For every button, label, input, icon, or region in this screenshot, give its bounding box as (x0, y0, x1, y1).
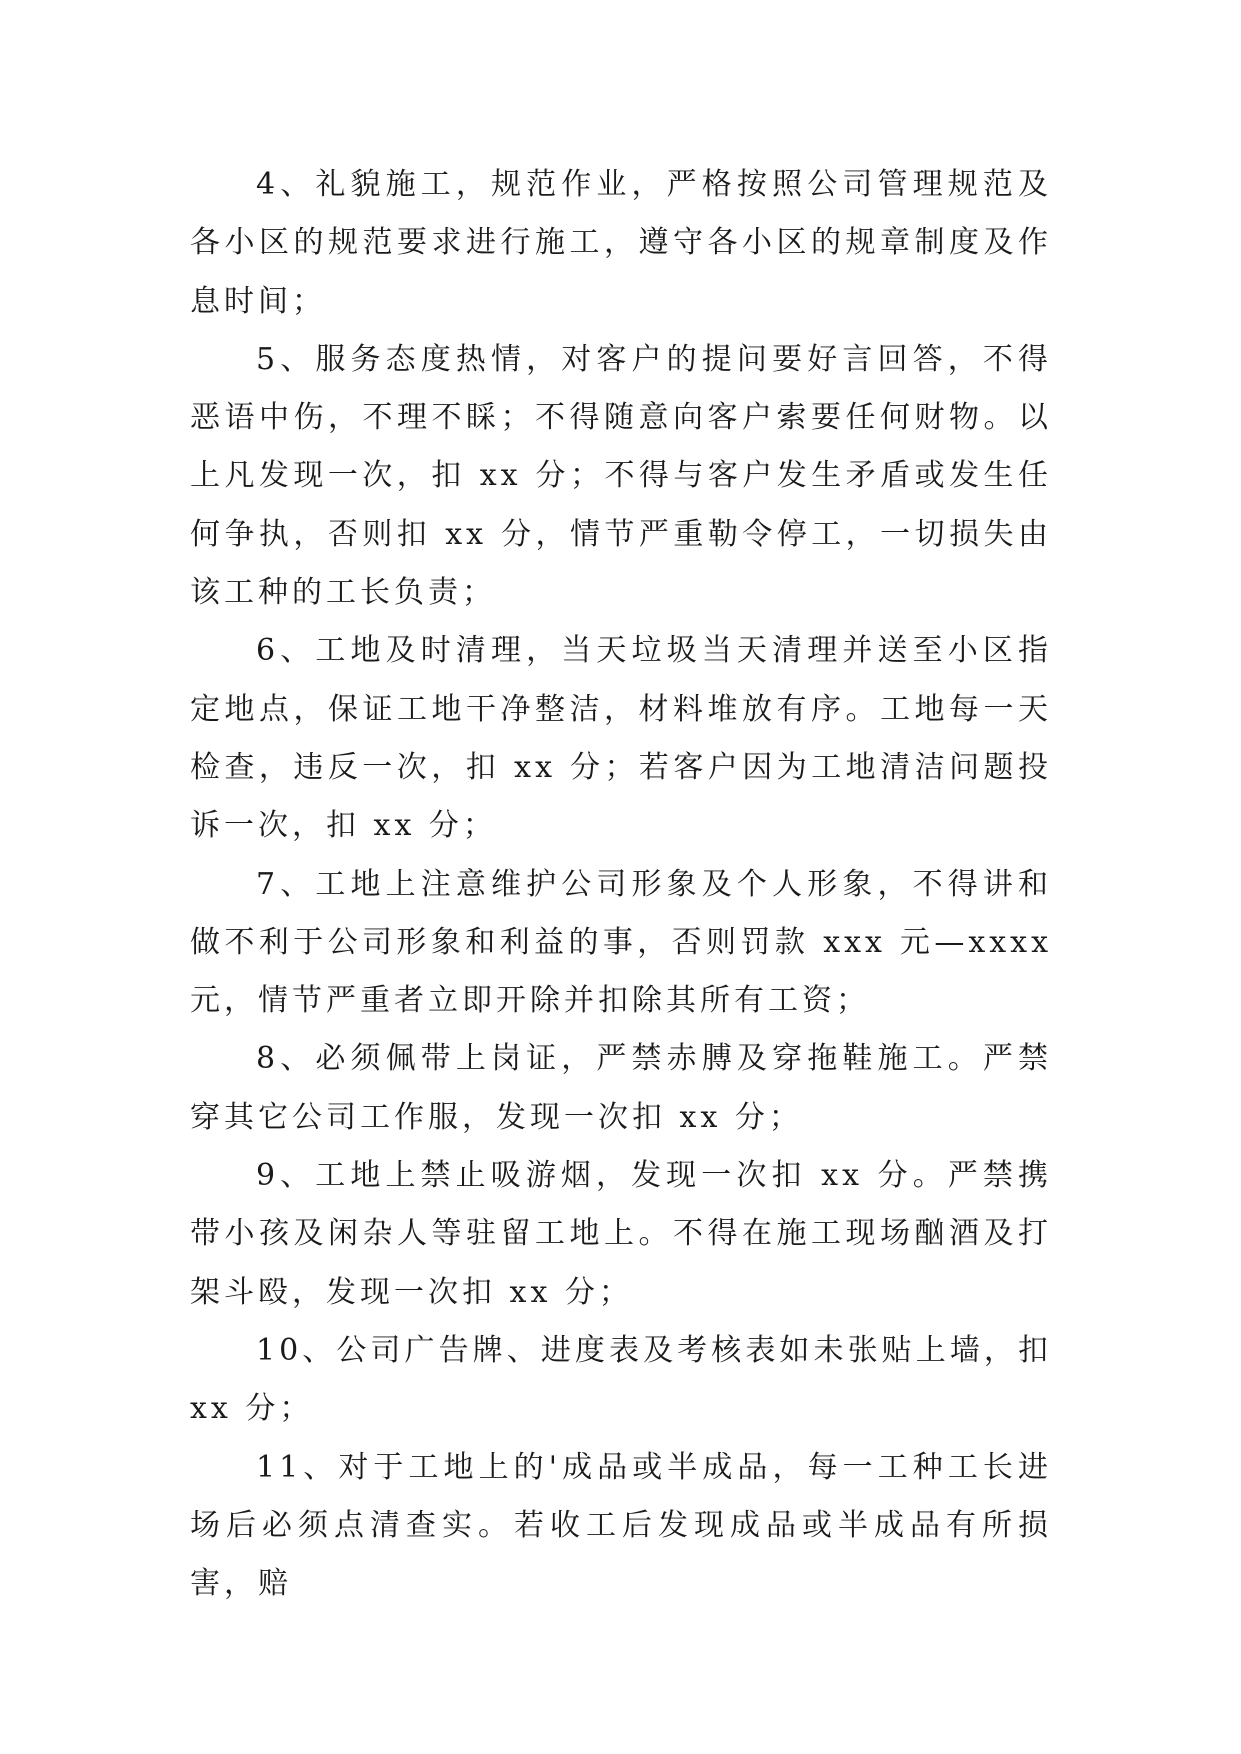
paragraph-item-6: 6、工地及时清理，当天垃圾当天清理并送至小区指定地点，保证工地干净整洁，材料堆放有序。工地每一天检查，违反一次，扣 xx 分；若客户因为工地清洁问题投诉一次，扣 xx 分； (190, 633, 1052, 844)
paragraph-item-11: 11、对于工地上的'成品或半成品，每一工种工长进场后必须点清查实。若收工后发现成品或半成品有所损害，赔 (190, 1449, 1052, 1602)
document-body (190, 156, 1052, 1613)
paragraph-item-4: 4、礼貌施工，规范作业，严格按照公司管理规范及各小区的规范要求进行施工，遵守各小区的规章制度及作息时间； (190, 167, 1052, 319)
paragraph-item-10: 10、公司广告牌、进度表及考核表如未张贴上墙，扣 xx 分； (190, 1332, 1052, 1427)
paragraph-item-8: 8、必须佩带上岗证，严禁赤膊及穿拖鞋施工。严禁穿其它公司工作服，发现一次扣 xx 分； (190, 1041, 1052, 1135)
paragraph-item-9: 9、工地上禁止吸游烟，发现一次扣 xx 分。严禁携带小孩及闲杂人等驻留工地上。不得在施工现场酗酒及打架斗殴，发现一次扣 xx 分； (190, 1158, 1052, 1310)
paragraph-item-7: 7、工地上注意维护公司形象及个人形象，不得讲和做不利于公司形象和利益的事，否则罚款 xxx 元—xxxx 元，情节严重者立即开除并扣除其所有工资； (190, 866, 1052, 1019)
paragraph-item-5: 5、服务态度热情，对客户的提问要好言回答，不得恶语中伤，不理不睬；不得随意向客户索要任何财物。以上凡发现一次，扣 xx 分；不得与客户发生矛盾或发生任何争执，否则扣 xx 分，情节严重勒令停工，一切损失由该工种的工长负责； (190, 341, 1052, 611)
